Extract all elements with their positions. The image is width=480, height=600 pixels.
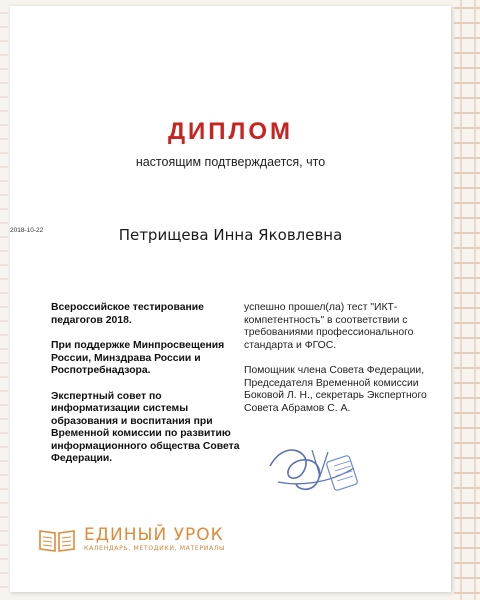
support-statement: При поддержке Минпросвещения России, Минздрава России и Роспотребнадзора. [51, 340, 225, 376]
signatory-info: Помощник члена Совета Федерации, Председателя Временной комиссии Боковой Л. Н., секретарь Экспертного Совета Абрамов С. А. [244, 365, 427, 414]
logo-tagline: КАЛЕНДАРЬ, МЕТОДИКИ, МАТЕРИАЛЫ [84, 545, 226, 552]
diploma-title: ДИПЛОМ [167, 118, 294, 145]
open-book-icon [38, 527, 76, 553]
signature [258, 428, 378, 498]
diploma-subtitle: настоящим подтверждается, что [135, 155, 326, 169]
expert-council-statement: Экспертный совет по информатизации системы образования и воспитания при Временной комиссии по развитию информационного общества Совета Федерации. [51, 390, 240, 464]
recipient-name: Петрищева Инна Яковлевна [118, 226, 343, 244]
diploma-page [10, 6, 451, 592]
achievement-info [244, 302, 444, 428]
logo-name: ЕДИНЫЙ УРОК [84, 525, 224, 545]
left-border-ornament [0, 0, 8, 600]
right-border-ornament [454, 0, 480, 600]
edinyi-urok-logo [38, 525, 258, 565]
achievement-statement: успешно прошел(ла) тест "ИКТ-компетентность" в соответствии с требованиями профессионального стандарта и ФГОС. [244, 302, 414, 351]
organizer-info [51, 302, 246, 479]
stamp-icon [326, 455, 358, 491]
issue-date: 2018-10-22 [10, 227, 44, 234]
event-name: Всероссийское тестирование педагогов 2018. [51, 302, 204, 326]
